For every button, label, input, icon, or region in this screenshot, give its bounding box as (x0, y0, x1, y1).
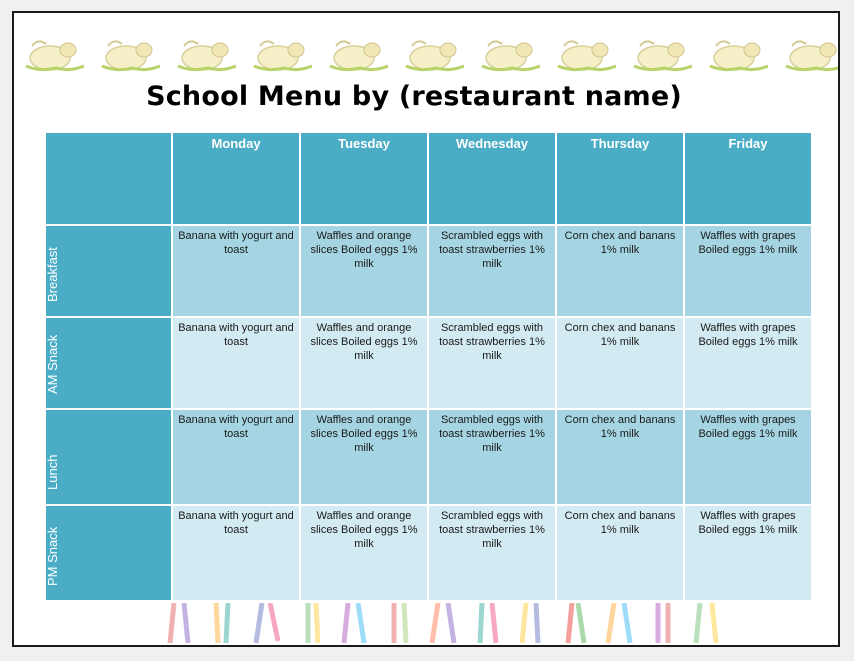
meal-row (46, 410, 811, 504)
menu-cell: Scrambled eggs with toast strawberries 1% milk (429, 318, 555, 408)
children-legs-icon (252, 603, 282, 647)
children-legs-icon (516, 603, 546, 647)
menu-cell: Banana with yogurt and toast (173, 318, 299, 408)
children-legs-icon (604, 603, 634, 647)
children-legs-icon (692, 603, 722, 647)
turkey-icon (628, 32, 698, 78)
menu-cell: Corn chex and banans 1% milk (557, 226, 683, 316)
menu-cell: Scrambled eggs with toast strawberries 1% milk (429, 226, 555, 316)
decorative-border-bottom (164, 601, 724, 647)
menu-cell: Scrambled eggs with toast strawberries 1% milk (429, 506, 555, 600)
day-header: Wednesday (429, 133, 555, 224)
page-title: School Menu by (restaurant name) (146, 81, 682, 112)
meal-label: Breakfast (45, 247, 60, 302)
day-header: Thursday (557, 133, 683, 224)
decorative-border-top (20, 27, 834, 83)
menu-cell: Waffles and orange slices Boiled eggs 1% milk (301, 506, 427, 600)
menu-cell: Corn chex and banans 1% milk (557, 318, 683, 408)
turkey-icon (172, 32, 242, 78)
turkey-icon (96, 32, 166, 78)
meal-label: AM Snack (45, 334, 60, 394)
menu-cell: Waffles with grapes Boiled eggs 1% milk (685, 226, 811, 316)
children-legs-icon (208, 603, 238, 647)
turkey-icon (704, 32, 774, 78)
menu-table (44, 131, 813, 602)
children-legs-icon (164, 603, 194, 647)
meal-row (46, 506, 811, 600)
menu-cell: Scrambled eggs with toast strawberries 1% milk (429, 410, 555, 504)
menu-cell: Waffles with grapes Boiled eggs 1% milk (685, 318, 811, 408)
menu-cell: Waffles with grapes Boiled eggs 1% milk (685, 410, 811, 504)
children-legs-icon (560, 603, 590, 647)
menu-cell: Waffles with grapes Boiled eggs 1% milk (685, 506, 811, 600)
header-corner-cell (46, 133, 171, 224)
children-legs-icon (472, 603, 502, 647)
meal-label-cell (46, 506, 171, 600)
menu-cell: Waffles and orange slices Boiled eggs 1% milk (301, 410, 427, 504)
meal-label: PM Snack (45, 526, 60, 586)
children-legs-icon (340, 603, 370, 647)
meal-label-cell (46, 318, 171, 408)
meal-row (46, 226, 811, 316)
menu-cell: Corn chex and banans 1% milk (557, 506, 683, 600)
children-legs-icon (648, 603, 678, 647)
children-legs-icon (384, 603, 414, 647)
meal-label-cell (46, 226, 171, 316)
menu-cell: Waffles and orange slices Boiled eggs 1% milk (301, 226, 427, 316)
menu-cell: Banana with yogurt and toast (173, 506, 299, 600)
menu-cell: Waffles and orange slices Boiled eggs 1% milk (301, 318, 427, 408)
header-row (46, 133, 811, 224)
turkey-icon (476, 32, 546, 78)
menu-cell: Corn chex and banans 1% milk (557, 410, 683, 504)
turkey-icon (552, 32, 622, 78)
turkey-icon (780, 32, 840, 78)
turkey-icon (400, 32, 470, 78)
day-header: Monday (173, 133, 299, 224)
meal-row (46, 318, 811, 408)
day-header: Tuesday (301, 133, 427, 224)
day-header: Friday (685, 133, 811, 224)
turkey-icon (324, 32, 394, 78)
meal-label: Lunch (45, 454, 60, 490)
children-legs-icon (428, 603, 458, 647)
meal-label-cell (46, 410, 171, 504)
children-legs-icon (296, 603, 326, 647)
menu-cell: Banana with yogurt and toast (173, 226, 299, 316)
menu-cell: Banana with yogurt and toast (173, 410, 299, 504)
turkey-icon (20, 32, 90, 78)
turkey-icon (248, 32, 318, 78)
document-page (12, 11, 840, 647)
